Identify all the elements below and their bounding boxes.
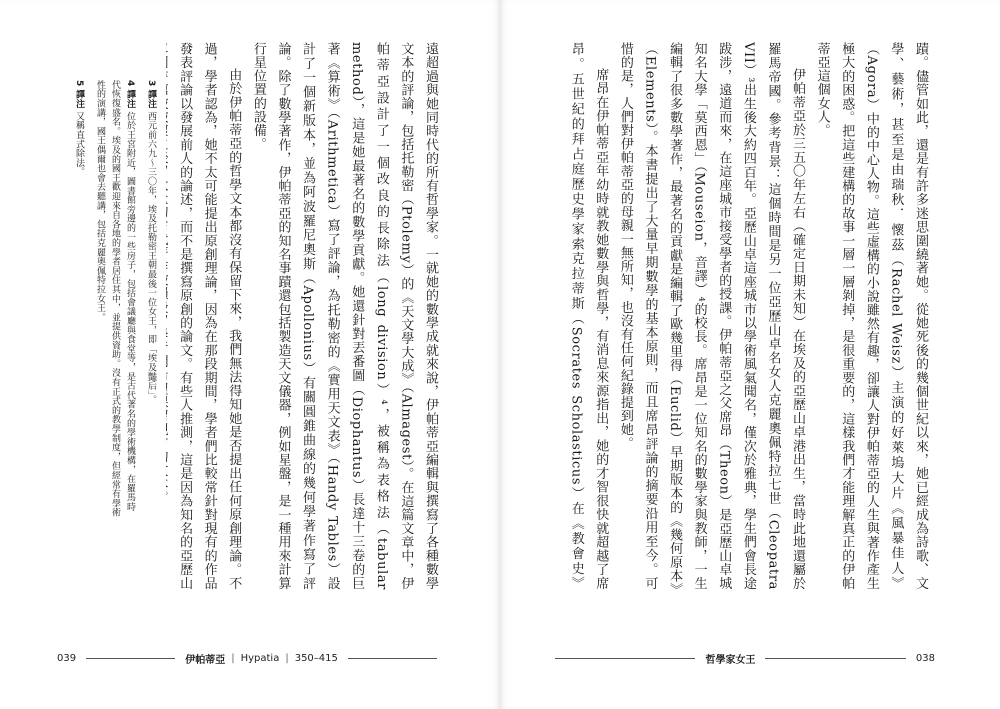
footer-rule <box>348 658 437 659</box>
page-number: 038 <box>915 653 935 664</box>
footnote-3: 3 譯注 西元前六九～三〇年，埃及托勒密王朝最後一位女王，即「埃及豔后」。 <box>146 80 156 405</box>
right-page-body <box>562 42 932 590</box>
running-title-latin: Hypatia <box>240 653 280 664</box>
left-page-body <box>166 42 442 590</box>
footer-rule <box>555 658 695 659</box>
separator: | <box>231 653 235 664</box>
footer-rule <box>86 658 175 659</box>
right-page <box>500 0 1000 709</box>
body-paragraph: 蹟。儘管如此，還是有許多迷思圍繞著她。從她死後的幾個世紀以來，她已經成為詩歌、文學、藝術，甚至是由瑞秋．懷茲（Rachel Weisz）主演的好萊塢大片《風暴佳人》（Agora）中的中心人物。這些虛構的小說雖然有趣，卻讓人對伊帕蒂亞的人生與著作產生極大的困惑。把這些建構的故事一層一層剝掉，是很重要的，這樣我們才能理解真正的伊帕蒂亞這個女人。 <box>814 42 928 590</box>
running-title: 哲學家女王 <box>705 655 756 666</box>
running-title-dates: 350–415 <box>294 653 338 664</box>
footnote-5: 5 譯注 又稱直式除法。 <box>74 80 84 177</box>
running-title: 伊帕蒂亞 <box>185 655 226 666</box>
footnote-4: 4 譯注 位於王宮附近，圖書館旁邊的一些房子，包括會議廳與食堂等，是古代著名的學術機構，在羅馬時代恢復盛名。埃及的國王歡迎來自各地的學者居住其中，並提供資助。沒有正式的教學制度，但經常有學術性的演講，國王偶爾也會去聽講，包括克麗奧佩特拉女王。 <box>95 80 135 518</box>
body-paragraph: 席昂在伊帕蒂亞年幼時就教她數學與哲學，有消息來源指出，她的才智很快就超越了席昂。五世紀的拜占庭歷史學家索克拉蒂斯（Socrates Scholasticus）在《教會史》 <box>568 42 609 590</box>
separator: | <box>285 653 289 664</box>
translator-notes <box>50 80 158 520</box>
body-paragraph: 遠超過與她同時代的所有哲學家。一就她的數學成就來說，伊帕蒂亞編輯與撰寫了各種數學文本的評論，包括托勒密（Ptolemy）的《天文學大成》（Almagest）。在這篇文章中，伊帕蒂亞設計了一個改良的長除法（long division）⁴，被稱為表格法（tabular method），這是她最著名的數學貢獻。她還針對丟番圖（Diophantus）長達十三卷的巨著《算術》（Arithmetica）寫了評論，為托勒密的《實用天文表》（Handy Tables）設計了一個新版本，並為阿波羅尼奧斯（Apollonius）有關圓錐曲線的幾何學著作寫了評論。除了數學著作，伊帕蒂亞的知名事蹟還包括製造天文儀器，例如星盤，是一種用來計算行星位置的設備。 <box>250 42 438 590</box>
page-number: 039 <box>57 653 77 664</box>
left-page-footer <box>57 651 447 666</box>
body-paragraph: 由於伊帕蒂亞的哲學文本都沒有保留下來，我們無法得知她是否提出任何原創理論。不過，學者認為，她不太可能提出原創理論，因為在那段期間，學者們比較常針對現有的作品發表評論以發展前人的論述，而不是撰寫原創的論文。有些人推測，這是因為知名的亞歷山 <box>177 42 242 590</box>
footer-rule <box>765 658 905 659</box>
right-page-footer <box>545 651 935 666</box>
body-paragraph: 伊帕蒂亞於三五〇年左右（確定日期未知）在埃及的亞歷山卓港出生，當時此地還屬於羅馬帝國。參考背景：這個時間是另一位亞歷山卓名女人克麗奧佩特拉七世（Cleopatra VII）³出生後大約四百年。亞歷山卓這座城市以學術風氣聞名，僅次於雅典，學生們會長途跋涉，遠道而來，在這座城市接受學者的授課。伊帕蒂亞之父席昂（Theon）是亞歷山卓城知名大學「莫西恩」（Mouseion，音譯）⁴的校長。席昂是一位知名的數學家與教師，一生編輯了很多數學著作，最著名的貢獻是編輯了歐幾里得（Euclid）早期版本的《幾何原本》（Elements）。本書提出了大量早期數學的基本原則，而且席昂評論的摘要沿用至今。可惜的是，人們對伊帕蒂亞的母親一無所知，也沒有任何紀錄提到她。 <box>617 42 806 590</box>
